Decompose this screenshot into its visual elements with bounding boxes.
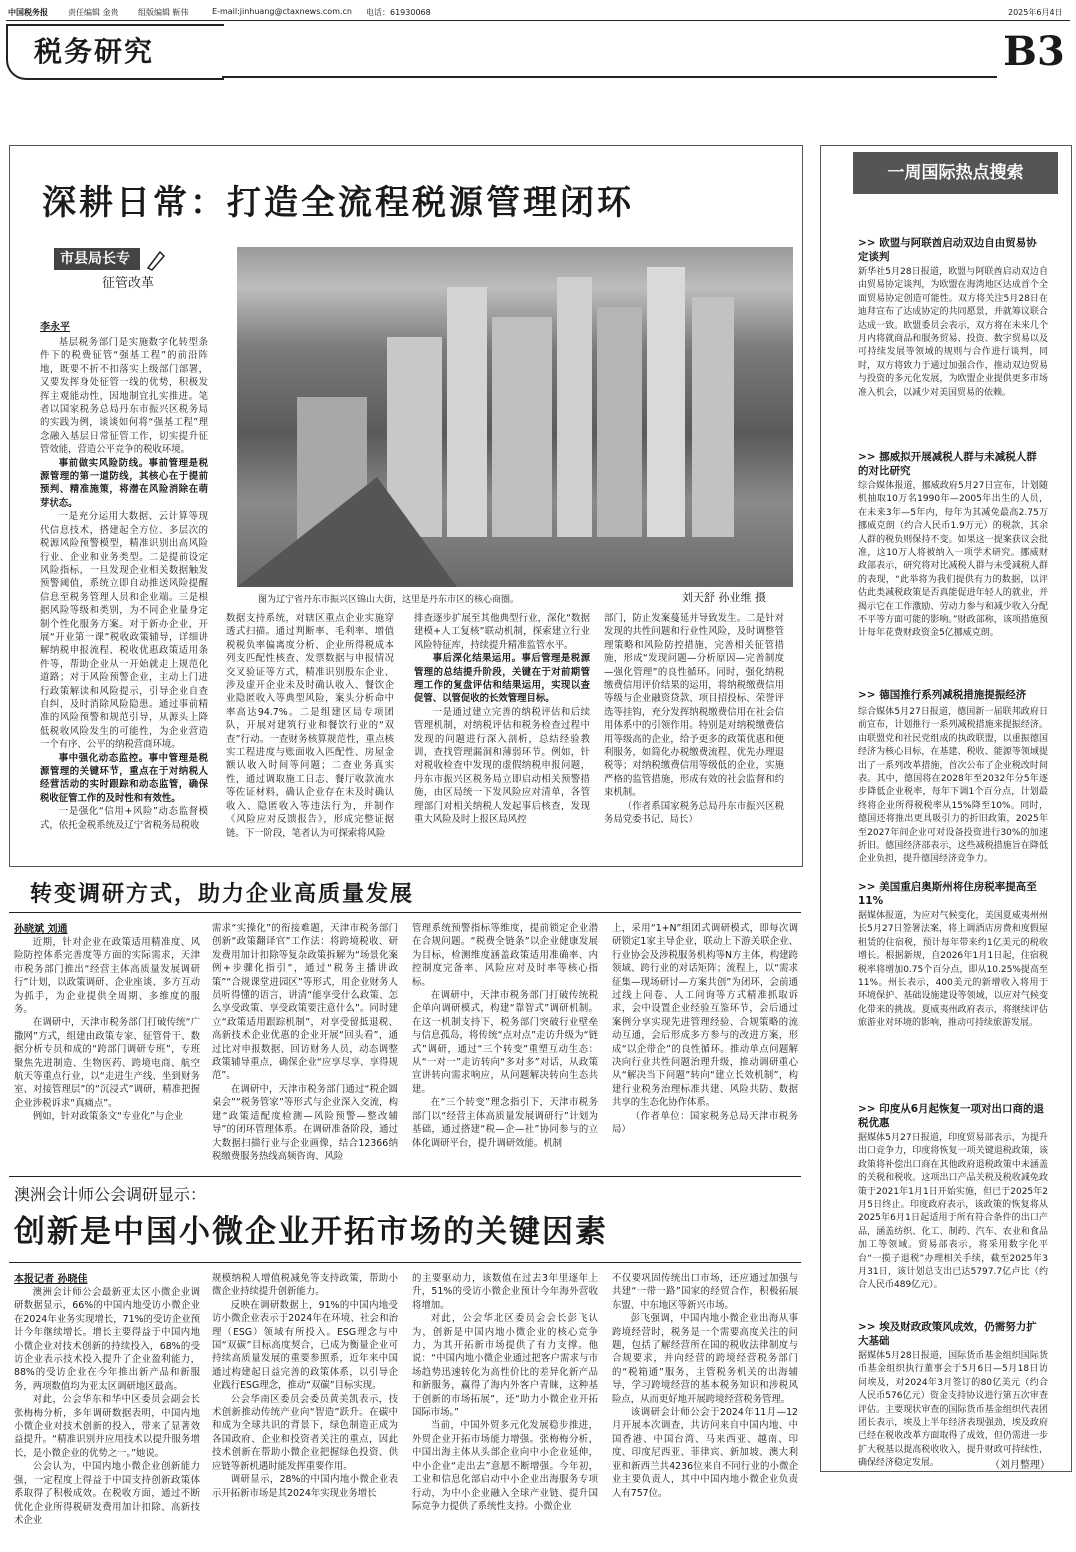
badge-column-name: 市县局长专栏 [54, 248, 140, 270]
paragraph: 排查逐步扩展至其他典型行业，深化“数据建模+人工复核”联动机制，探索建立行业风险特征库，持续提升精准监管水平。 [414, 613, 590, 651]
column-badge [54, 248, 174, 290]
paragraph: 反映在调研数据上，91%的中国内地受访小微企业表示于2024年在环境、社会和治理（ESG）领域有所投入。ESG理念与中国“双碳”目标高度契合，已成为衡量企业可持续高质量发展的重要参照系，近年来中国通过构建起日益完善的政策体系，以引导企业践行ESG理念，推动“双碳”目标实现。 [212, 1299, 398, 1392]
article2-author: 孙晓斌 刘通 [14, 924, 68, 935]
city-photo [237, 247, 793, 587]
paragraph: 基层税务部门是实施数字化转型条件下的税费征管“强基工程”的前沿阵地，既要不折不扣落实上级部门部署，又要发挥身处征管一线的优势，积极发挥主观能动性，因地制宜扎实推进。笔者以国家税务总局丹东市振兴区税务局的实践为例，谈谈如何将“强基工程”理念融入基层日常征管工作，切实提升征管效能，营造公平竞争的税收环境。 [40, 337, 208, 456]
paragraph: 在调研中，天津市税务部门打破传统“广撒网”方式，组建由政策专家、征管骨干、数据分析专员和成的“跨部门调研专班”，专班聚焦先进制造、生物医药、跨境电商、航空航天等重点行业，以“走进生产线、坐到财务室、对接管理层”的“沉浸式”调研，精准把握企业涉税诉求“真痛点”。 [14, 1017, 200, 1109]
article1-author: 李永平 [40, 322, 70, 333]
paragraph: 一是强化“信用+风险”动态监督模式，依托金税系统及辽宁省税务局税收 [40, 806, 208, 831]
paragraph: 在“三个转变”理念指引下，天津市税务部门以“经营主体高质量发展调研行”计划为基础，通过搭建“税—企—社”协同参与的立体化调研平台，提升调研效能。机制 [412, 1097, 598, 1149]
paragraph: 在调研中，天津市税务部门打破传统税企单向调研模式，构建“靠智式”调研机制。在这一机制支持下，税务部门突破行业壁垒与信息孤岛，将传统“点对点”走访升级为“链式”调研，通过“三个转变”重塑互动生态：从“一对一”走访转向“多对多”对话，从政策宣讲转向需求响应，从问题解决转向生态共建。 [412, 990, 598, 1095]
paragraph: 上，采用“1+N”组团式调研模式，即每次调研锁定1家主导企业，联动上下游关联企业、行业协会及涉税服务机构等N方主体，构建跨领域、跨行业的对话矩阵；流程上，以“需求征集—现场研讨—方案共创”为闭环，会前通过线上问卷、人工问询等方式精准抓取诉求，会中设置企业经验互鉴环节，会后通过案例分享实现先进管理经验、合规策略的流动互通，会后形成多方参与的改进方案，形成“以企带企”的良性循环。推动单点问题解决向行业共性问题治理升级，推动调研重心从“解决当下问题”转向“建立长效机制”，构建行业税务治理标准共建、风险共防、数据共享的生态化协作体系。 [612, 923, 798, 1109]
page-header [8, 5, 1068, 19]
article3-subtitle: 澳洲会计师公会调研显示： [14, 1185, 207, 1204]
photo-credit: 刘天舒 孙业维 摄 [682, 591, 766, 604]
sidebar-editor-note: （刘月整理） [990, 1460, 1050, 1471]
editor-credit: 责任编辑 金贵 [68, 8, 119, 17]
paragraph: 公会认为，中国内地小微企业创新能力强，一定程度上得益于中国支持创新政策体系取得了积极成效。在税收方面，通过不断优化企业所得税研发费用加计扣除、高新技术企业 [14, 1461, 200, 1526]
article3-column-1 [14, 1286, 200, 1546]
divider [9, 1176, 801, 1177]
paragraph: 近期，针对企业在政策适用精准度、风险防控体系完善度等方面的实际需求，天津市税务部门推出“经营主体高质量发展调研行”计划，以政策调研、企业座谈、多方互动为抓手，为企业提供全周期、多维度的服务。 [14, 937, 200, 1016]
sidebar-item-title: >> 欧盟与阿联酋启动双边自由贸易协定谈判 [858, 237, 1037, 263]
pen-icon [144, 248, 168, 272]
article3-column-3 [412, 1272, 598, 1546]
paragraph: 部门，防止发案蔓延并导致发生。二是针对发现的共性问题和行业性风险，及时调整管理策略和风险防控措施，完善相关征管措施，形成“发现问题—分析原因—完善制度—强化管理”的良性循环。同时，强化纳税缴费信用评价结果的运用，将纳税缴费信用等级与企业融资贷款、项目招投标、荣誉评选等挂钩，充分发挥纳税缴费信用在社会信用体系中的引领作用。特别是对纳税缴费信用等级高的企业，给予更多的政策优惠和便利服务，如简化办税缴费流程、优先办理退税等；对纳税缴费信用等级低的企业，实施严格的监管措施，形成有效的社会监督和约束机制。 [604, 613, 784, 799]
sidebar-item-title: >> 印度从6月起恢复一项对出口商的退税优惠 [858, 1103, 1045, 1129]
paper-name: 中国税务报 [8, 8, 48, 17]
article2-column-4 [612, 922, 798, 1172]
divider [9, 1262, 801, 1263]
paragraph: 对此，公会华北区委员会会长彭飞认为，创新是中国内地小微企业的核心竞争力，为其开拓新市场提供了有力支撑。他说：“中国内地小微企业通过把客户需求与市场趋势迅速转化为高性价比的差异化新产品和新服务，赢得了海内外客户青睐，这种基于创新的市场拓展”，还“助力小微企业开拓国际市场。” [412, 1313, 598, 1419]
article2-column-1 [14, 936, 200, 1172]
paragraph: 的主要驱动力，该数值在过去3年里逐年上升，51%的受访小微企业预计今年海外营收将增加。 [412, 1273, 598, 1311]
article3-column-4 [612, 1272, 798, 1546]
paragraph: 需求“实操化”的衔接难题，天津市税务部门创新“政策翻译官”工作法：将跨境税收、研发费用加计扣除等复杂政策拆解为“场景化案例+步骤化指引”，通过“税务主播讲政策”“合规课堂进园区”等形式，用企业财务人员听得懂的语言，讲清“能享受什么政策、怎么享受政策、享受政策要注意什么”。同时建立“政策适用跟踪机制”，对享受留抵退税、高新技术企业优惠的企业开展“回头看”，通过比对申报数据、回访财务人员，动态调整政策辅导重点，确保企业“应享尽享、享得规范”。 [212, 923, 398, 1082]
article2-column-2 [212, 922, 398, 1172]
sidebar-item-title: >> 埃及财政政策风成效，仍需努力扩大基础 [858, 1321, 1037, 1347]
editor-email: E-mail:jinhuang@ctaxnews.com.cn [212, 7, 352, 16]
city-skyline-image [237, 247, 793, 587]
section-title: 税务研究 [34, 35, 155, 68]
sidebar-item-body: 据媒体报道，为应对气候变化，美国夏威夷州州长5月27日签署法案，将上调酒店房费和度假屋租赁的住宿税，预计每年带来约1亿美元的税收增长。根据新规，自2026年1月1日起，住宿税税率将增加0.75个百分点，即从10.25%提高至11%。州长表示，400美元的新增收入将用于环境保护、基础设施建设等领域，以应对气候变化带来的挑战。夏威夷州政府表示，将继续评估旅游业对环境的影响，推动可持续旅游发展。 [858, 911, 1048, 1029]
paragraph: 公会华南区委员会委员黄美凯表示，技术创新推动传统产业向“智造”跃升。在碳中和成为全球共识的背景下，绿色制造正成为各国政府、企业和投资者关注的重点，因此技术创新在帮助小微企业把握绿色投资、供应链等新机遇时能发挥重要作用。 [212, 1393, 398, 1472]
paragraph: 一是通过建立完善的纳税评估和后续管理机制，对纳税评估和税务检查过程中发现的问题进行深入剖析，总结经验教训，查找管理漏洞和薄弱环节。例如，针对税收检查中发现的虚假纳税申报问题，丹东市振兴区税务局立即启动相关预警措施，由区局统一下发风险应对清单，各管理部门对相关纳税人发起事后核查，发现重大风险及时上报区局风控 [414, 706, 590, 826]
article2-column-3 [412, 922, 598, 1172]
paragraph: 事前做实风险防线。事前管理是税源管理的第一道防线，其核心在于提前预判、精准施策，将潜在风险消除在萌芽状态。 [40, 457, 208, 509]
paragraph: 该调研会计师公会于2024年11月—12月开展本次调查，共访问来自中国内地、中国香港、中国台湾、马来西亚、越南、印度、印度尼西亚、菲律宾、新加坡、澳大利亚和新西兰共4236位来自不同行业的小微企业主要负责人，其中中国内地小微企业负责人有757位。 [612, 1407, 798, 1499]
paragraph: 一是充分运用大数据、云计算等现代信息技术，搭建起全方位、多层次的税源风险预警模型，精准识别出高风险行业、企业和业务类型。二是提前设定风险指标，一旦发现企业相关数据触发预警阈值，系统立即自动推送风险提醒信息至税务管理人员和企业端。三是根据风险等级和类别，为不同企业量身定制个性化服务方案。对于新办企业，开展“开业第一课”税收政策辅导，详细讲解纳税申报流程、税收优惠政策适用条件等，帮助企业从一开始就走上规范化道路；对于风险预警企业，主动上门进行政策解读和风险提示，引导企业自查自纠，及时消除风险隐患。通过事前精准的风险预警和规范引导，从源头上降低税收风险发生的可能性，为企业营造一个有序、公平的纳税营商环境。 [40, 511, 208, 751]
sidebar-item-body: 新华社5月28日报道，欧盟与阿联酋启动双边自由贸易协定谈判，为欧盟在海湾地区达成首个全面贸易协定创造可能性。双方将关注5月28日在迪拜宣布了达成协定的共同愿景，并就筹议联合达成一致。欧盟委员会表示，双方将在未来几个月内将就商品和服务贸易、投资、数字贸易以及可持续发展等领域的规则与合作进行谈判，同时，双方将致力于通过加强合作，推动双边贸易与投资的多元化发展，为欧盟企业提供更多市场准入机会，以减少对美国贸易的依赖。 [858, 267, 1048, 398]
paragraph: 管理系统预警指标等维度，提前锁定企业潜在合规问题。“税费全链条”以企业健康发展为目标，检测维度涵盖政策适用准确率、内控制度完备率、风险应对及时率等核心指标。 [412, 923, 598, 988]
article1-column-3 [414, 612, 590, 858]
article1-title: 深耕日常：打造全流程税源管理闭环 [42, 183, 634, 223]
section-rule [222, 76, 997, 78]
paragraph: 调研显示，28%的中国内地小微企业表示开拓新市场是其2024年实现业务增长 [212, 1474, 398, 1499]
sidebar-item-title: >> 挪威拟开展减税人群与未减税人群的对比研究 [858, 451, 1037, 477]
sidebar-item-body: 据媒体5月28日报道，国际货币基金组织国际货币基金组织执行董事会于5月6日—5月18日访问埃及，对2024年3月签订的80亿美元（约合人民币576亿元）资金支持协议进行第五次审查评估。主要现状审查的国际货币基金组织代表团团长表示，埃及上半年经济表现强劲，埃及政府已经在税收改革方面取得了成效，但仍需进一步扩大税基以提高税收收入，提升财政可持续性，确保经济稳定发展。 [858, 1351, 1048, 1469]
author-note: （作者单位：国家税务总局天津市税务局） [612, 1110, 798, 1136]
article2-title: 转变调研方式，助力企业高质量发展 [30, 881, 415, 907]
photo-caption: 图为辽宁省丹东市振兴区锦山大街，这里是丹东市区的核心商圈。 [258, 595, 520, 605]
paragraph: 数据支持系统，对辖区重点企业实施穿透式扫描。通过判断率、毛利率、增值税税负率偏离度分析、企业所得税成本列支匹配性核查、发票数据与申报情况交叉验证等方式，精准识别股东企业、涉及虚开企业未及时确认收入、餐饮企业隐匿收入等典型风险，案头分析命中率高达94.7%。二是组建区局专项团队，开展对建筑行业和餐饮行业的“双查”行动。一查财务核算规范性，重点核实工程进度与账面收入匹配性、房屋金额认收入时间等问题；二查业务真实性，通过调取施工日志、餐厅收款流水等佐证材料，确认企业存在未及时确认收入、隐匿收入等违法行为，并制作《风险应对反馈报告》，形成完整证据链。下一阶段，笔者认为可探索将风险 [226, 613, 394, 839]
sidebar-heading: 一周国际热点搜索 [853, 152, 1058, 194]
editor-phone: 电话：61930068 [366, 8, 431, 17]
paragraph: 事中强化动态监控。事中管理是税源管理的关键环节，重点在于对纳税人经营活动的实时跟踪和动态监管，确保税收征管工作的及时性和有效性。 [40, 752, 208, 804]
article3-column-2 [212, 1272, 398, 1546]
sidebar-item-body: 综合媒体报道，挪威政府5月27日宣布，计划随机抽取10万名1990年—2005年出生的人员，在未来3年—5年内，每年为其减免最高2.75万挪威克朗（约合人民币1.9万元）的税款，其余人群的税负则保持不变。如果这一提案获议会批准，这10万人将被纳入一项学术研究。挪威财政部表示，研究将对比减税人群与未受减税人群的表现，“此举将为我们提供有力的数据，以评估此类减税政策是否真能促进年轻人的就业，并揭示它在工作激励、劳动力参与和减少收入分配不平等方面可能的影响。”财政部称，该项措施预计每年花费财政资金5亿挪威克朗。 [858, 481, 1048, 639]
article1-column-2 [226, 612, 394, 858]
paragraph: 规模纳税人增值税减免等支持政策，帮助小微企业持续提升创新能力。 [212, 1273, 398, 1298]
paragraph: 事后深化结果运用。事后管理是税源管理的总结提升阶段，关键在于对前期管理工作的复盘评估和结果运用，实现以查促管、以管促收的长效管理目标。 [414, 653, 590, 705]
badge-topic: 征管改革 [102, 276, 155, 291]
page-number: B3 [1003, 28, 1065, 75]
article3-author: 本报记者 孙晓佳 [14, 1274, 88, 1285]
designer-credit: 组版编辑 靳伟 [138, 8, 189, 17]
header-rule [6, 20, 1070, 21]
article1-column-1 [40, 336, 208, 858]
sidebar-item-title: >> 德国推行系列减税措施提振经济 [858, 689, 1027, 701]
paragraph: 彭飞强调，中国内地小微企业出海从事跨境经营时，税务是一个需要高度关注的问题，包括了解经营所在国的税收法律制度与合规要求，并向经营的跨境经营税务部门的“税箱通”服务，主管税务机关的出海辅导，学习跨境经营的基本税务知识和涉税风险点，从而更好地开展跨境经营税务管理。 [612, 1313, 798, 1405]
sidebar-item-title: >> 美国重启奥斯州将住房税率提高至11% [858, 881, 1037, 907]
paragraph: 在调研中，天津市税务部门通过“税企圆桌会”“税务管家”等形式与企业深入交流，构建“政策适配度检测—风险预警—整改辅导”的闭环管理体系。在调研准备阶段，通过大数据扫描行业与企业画像，结合12366纳税缴费服务热线高频咨询、风险 [212, 1083, 398, 1162]
author-note: （作者系国家税务总局丹东市振兴区税务局党委书记、局长） [604, 800, 784, 826]
paragraph: 不仅要巩固传统出口市场，还应通过加强与共建“一带一路”国家的经贸合作，积极拓展东盟、中东地区等新兴市场。 [612, 1273, 798, 1311]
paragraph: 例如，针对政策条文“专业化”与企业 [32, 1111, 184, 1123]
paragraph: 当前，中国外贸多元化发展稳步推进，外贸企业开拓市场能力增强。张梅梅分析，中国出海主体从头部企业向中小企业延伸，中小企业“走出去”意愿不断增强。今年初，工业和信息化部启动中小企业出海服务专项行动，为中小企业融入全球产业链、提升国际竞争力提供了系统性支持。小微企业 [412, 1420, 598, 1512]
divider [9, 912, 801, 913]
paragraph: 澳洲会计师公会最新亚太区小微企业调研数据显示，66%的中国内地受访小微企业在2024年业务实现增长，71%的受访企业预计今年继续增长。增长主要得益于中国内地小微企业对技术创新的持续投入，68%的受访企业表示技术投入提升了企业盈利能力，88%的受访企业在今年推出新产品和新服务，两项数值均为亚太区调研地区最高。 [14, 1287, 200, 1392]
article3-title: 创新是中国小微企业开拓市场的关键因素 [14, 1214, 608, 1250]
paragraph: 对此，公会华东和华中区委员会副会长张梅梅分析，多年调研数据表明，中国内地小微企业对技术创新的投入，带来了显著效益提升。“精准识别并应用技术以提升服务增长，是小微企业的优势之一。”她说。 [14, 1394, 200, 1459]
sidebar-item-body: 综合媒体5月27日报道，德国新一届联邦政府日前宣布，计划推行一系列减税措施来提振经济。由联盟党和社民党组成的执政联盟，以重振德国经济为核心目标，在基建、税收、能源等领域提出了一系列改革措施，首次公布了企业税改时间表。其中，德国将在2028年至2032年分5年逐步降低企业税率，每年下调1个百分点，计划最终将企业所得税税率从15%降至10%。同时，德国还将推出更具吸引力的折旧政策，2025年至2027年间企业可对设备投资进行30%的加速折旧。德国经济部表示，这些减税措施旨在降低企业负担，提升德国经济竞争力。 [858, 707, 1048, 865]
article1-column-4 [604, 612, 784, 858]
sidebar-item-body: 据媒体5月27日报道，印度贸易部表示，为提升出口竞争力，印度将恢复一项关键退税政策，该政策将补偿出口商在其他政府退税政策中未涵盖的关税和税收。这项出口产品关税及税收减免政策于2021年1月1日开始实施，但已于2025年2月5日终止。印度政府表示，该政策的恢复将从2025年6月1日起适用于所有符合条件的出口产品，涵盖纺织、化工、制药、汽车、农业和食品加工等领域。贸易部表示，将采用数字化平台“一揽子退税”办理相关手续，截至2025年3月31日，该计划总支出已达5797.7亿卢比（约合人民币489亿元）。 [858, 1133, 1048, 1291]
publish-date: 2025年6月4日 [1008, 8, 1063, 17]
